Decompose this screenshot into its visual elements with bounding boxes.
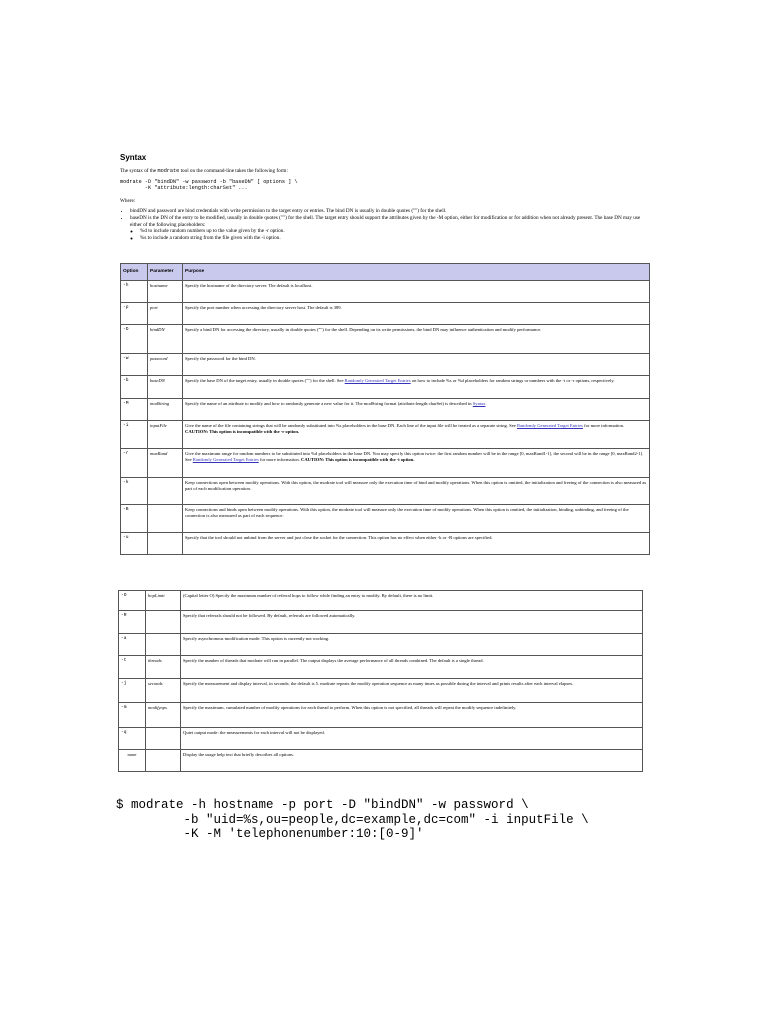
table-row [121,376,650,399]
options-table-bottom [118,590,643,772]
parameter-cell [148,533,183,555]
table-row [119,611,643,634]
purpose-cell: Keep connections and binds open between modify operations. With this option, the modrate tool will measure only the execution time of modify operations. When this option is omitted, the initialization, binding, unbinding, and freeing of the connection is also measured as part of each sequence. [183,505,650,533]
purpose-cell: Specify the number of threads that modrate will run in parallel. The output displays the average performance of all threads combined. The default is a single thread. [181,656,643,679]
caution-text: CAUTION: This option is incompatible with the -i option. [299,457,415,463]
parameter-cell [148,505,183,533]
purpose-cell: Specify the port number when accessing the directory server host. The default is 389. [183,303,650,325]
parameter-cell: hopLimit [146,591,181,611]
syntax-intro: The syntax of the modrate tool on the command-line takes the following form: [120,168,288,174]
table-row [119,634,643,656]
option-cell: none [119,750,146,772]
purpose-cell: Give the maximum range for random numbers to be substituted into %d placeholders in the base DN. You may specify this option twice: the first random number will be in the range [0, maxRand1-1], the second will be in the range [0, maxRand2-1]. See Randomly Generated Target Entries for more information. CAUTION: This option is incompatible with the -i option. [183,449,650,478]
table-row [121,303,650,325]
syntax-section [120,146,650,580]
syntax-bullets [122,208,650,241]
table-row [119,750,643,772]
parameter-cell: seconds [146,679,181,703]
table-row [119,703,643,728]
purpose-cell: Specify the base DN of the target entry, usually in double quotes ("") for the shell. See Randomly Generated Target Entries on how to include %s or %d placeholders for random strings or numbers with the -i or -r options, respectively. [183,376,650,399]
purpose-cell: Specify the measurement and display interval, in seconds; the default is 5. modrate repeats the modify operation sequence as many times as possible during the interval and prints results after each interval elapses. [181,679,643,703]
parameter-cell: baseDN [148,376,183,399]
parameter-cell [148,478,183,505]
doc-link[interactable]: Randomly Generated Target Entries [192,457,259,463]
table-row [121,421,650,449]
table-row [121,325,650,354]
table-row [121,281,650,303]
option-cell: -h [121,281,148,303]
purpose-cell: Specify the hostname of the directory server. The default is localhost. [183,281,650,303]
purpose-cell: Specify the password for the bind DN. [183,354,650,376]
option-cell: -b [121,376,148,399]
doc-link[interactable]: Randomly Generated Target Entries [516,423,583,429]
option-cell: -k [121,478,148,505]
table-row [121,505,650,533]
option-cell: -p [121,303,148,325]
sub-bullet-s: ◦ %s to include a random string from the file given with the -i option. [140,235,650,242]
purpose-cell: Specify the maximum, cumulated number of modify operations for each thread to perform. When this option is not specified, all threads will repeat the modify sequence indefinitely. [181,703,643,728]
table-row [121,354,650,376]
parameter-cell [146,611,181,634]
purpose-cell: Specify that the tool should not unbind from the server and just close the socket for the connection. This option has no effect when either -k or -B options are specified. [183,533,650,555]
parameter-cell: threads [146,656,181,679]
parameter-cell [146,728,181,750]
syntax-title: Syntax [120,153,147,162]
options-table-top [120,263,650,555]
syntax-code-block: modrate -D "bindDN" -w password -b "baseDN" [ options ] \ -K "attribute:length:charSet" ... [120,178,298,192]
command-line-1: $ modrate -h hostname -p port -D "bindDN" -w password \ [116,798,529,812]
option-cell: -i [121,421,148,449]
purpose-cell: Specify the name of an attribute to modify and how to randomly generate a new value for it. The modString format (attribute:length:charSet) is described in Syntax. [183,399,650,421]
doc-link[interactable]: Syntax [472,401,486,407]
option-cell: -M [121,399,148,421]
command-line-3: -K -M 'telephonenumber:10:[0-9]' [116,827,424,841]
purpose-cell: Display the usage help text that briefly describes all options. [181,750,643,772]
header-option: Option [121,264,148,281]
parameter-cell [146,750,181,772]
command-line-2: -b "uid=%s,ou=people,dc=example,dc=com" -i inputFile \ [116,812,589,827]
purpose-cell: (Capital letter O) Specify the maximum number of referral hops to follow while finding an entry to modify. By default, there is no limit. [181,591,643,611]
table-row [121,478,650,505]
table-row [119,679,643,703]
table-row [119,656,643,679]
option-cell: -B [121,505,148,533]
option-cell: -m [119,703,146,728]
option-cell: -t [119,656,146,679]
option-cell: -w [121,354,148,376]
option-cell: -D [121,325,148,354]
table-row [119,591,643,611]
options-table-continued [118,590,643,782]
parameter-cell: modifyops [146,703,181,728]
table-row [121,533,650,555]
table-row [121,399,650,421]
table-header-row [121,264,650,281]
parameter-cell: bindDN [148,325,183,354]
bullet-bind-credentials: • bindDN and password are bind credentials with write permission to the target entry or entries. The bind DN is usually in double quotes ("") for the shell. [130,208,650,215]
purpose-cell: Give the name of the file containing strings that will be randomly substituted into %s placeholders in the base DN. Each line of the input file will be treated as a separate string. See Randomly Generated Target Entries for more information. CAUTION: This option is incompatible with the -r option. [183,421,650,449]
table-row [119,728,643,750]
purpose-cell: Specify a bind DN for accessing the directory, usually in double quotes ("") for the shell. Depending on its write permissions, the bind DN may influence authentication and modify performance. [183,325,650,354]
parameter-cell: inputFile [148,421,183,449]
option-cell: -r [121,449,148,478]
purpose-cell: Quiet output mode: the measurements for each interval will not be displayed. [181,728,643,750]
purpose-cell: Specify asynchronous modification mode. This option is currently not working. [181,634,643,656]
sub-bullet-d: ◦ %d to include random numbers up to the value given by the -r option. [140,228,650,235]
purpose-cell: Specify that referrals should not be followed. By default, referrals are followed automatically. [181,611,643,634]
table-row [121,449,650,478]
bullet-base-dn: • baseDN is the DN of the entry to be modified, usually in double quotes ("") for the shell. The target entry should support the attributes given by the -M option, either for modification or for addition when not already present. The base DN may use either of the following placeholders: ◦ %d to include random numbers up to the value given by the -r option. ◦ %s to include a random string from the file given with the -i option. [130,215,650,241]
purpose-cell: Keep connections open between modify operations. With this option, the modrate tool will measure only the execution time of bind and modify operations. When this option is omitted, the initialization and freeing of the connection is also measured as part of each modification operation. [183,478,650,505]
header-purpose: Purpose [183,264,650,281]
option-cell: -R [119,611,146,634]
parameter-cell: modString [148,399,183,421]
example-command [116,798,656,842]
option-cell: -j [119,679,146,703]
where-label: Where: [120,197,136,204]
option-cell: -q [119,728,146,750]
parameter-cell: hostname [148,281,183,303]
parameter-cell: port [148,303,183,325]
parameter-cell [146,634,181,656]
header-parameter: Parameter [148,264,183,281]
option-cell: -O [119,591,146,611]
caution-text: CAUTION: This option is incompatible with the -r option. [185,429,300,435]
parameter-cell: maxRand [148,449,183,478]
option-cell: -u [121,533,148,555]
option-cell: -a [119,634,146,656]
parameter-cell: password [148,354,183,376]
doc-link[interactable]: Randomly Generated Target Entries [344,378,411,384]
